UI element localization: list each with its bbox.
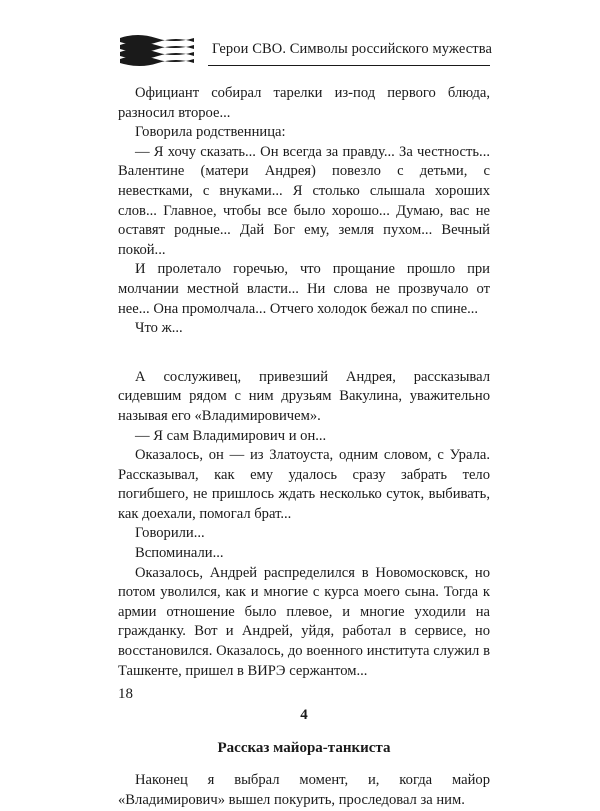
paragraph: Оказалось, Андрей распределился в Новомосковск, но потом уволился, как и многие с курса моего сына. Тогда к армии отношение было плевое, и многие уходили на гражданку. Вот и Андрей, уйдя, работал в сервисе, но восстановился. Оказалось, до военного института служил в Ташкенте, пришел в ВИРЭ сержантом... bbox=[118, 564, 490, 679]
running-header bbox=[118, 30, 493, 70]
paragraph: Что ж... bbox=[135, 320, 183, 337]
section-break bbox=[118, 339, 490, 368]
body-text bbox=[118, 84, 490, 811]
paragraph: Говорила родственница: bbox=[135, 124, 286, 141]
ribbon-logo-icon bbox=[118, 30, 196, 68]
paragraph: — Я сам Владимирович и он... bbox=[135, 427, 327, 444]
paragraph: Говорили... bbox=[135, 525, 205, 542]
page-number: 18 bbox=[118, 686, 133, 702]
paragraph: И пролетало горечью, что прощание прошло при молчании местной власти... Ни слова не прозвучало от нее... Она промолчала... Отчего холодок бежал по спине... bbox=[118, 261, 490, 317]
paragraph: Оказалось, он — из Златоуста, одним словом, с Урала. Рассказывал, как ему удалось сразу забрать тело погибшего, не пришлось ждать несколько суток, выбивать, как доехали, помогал брат... bbox=[118, 447, 490, 522]
paragraph: Наконец я выбрал момент, и, когда майор «Владимирович» вышел покурить, проследовал за ним. bbox=[118, 772, 490, 808]
header-title: Герои СВО. Символы российского мужества bbox=[212, 41, 493, 57]
paragraph: Вспоминали... bbox=[135, 545, 224, 562]
chapter-title: Рассказ майора-танкиста bbox=[217, 739, 391, 756]
header-rule bbox=[208, 65, 490, 66]
paragraph: — Я хочу сказать... Он всегда за правду... За честность... Валентине (матери Андрея) повезло с детьми, с невестками, с внуками... Я столько слышала хороших слов... Главное, чтобы все было хорошо... Думаю, вас не оставят родные... Дай Бог ему, земля пухом... Вечный покой... bbox=[118, 143, 490, 258]
chapter-number: 4 bbox=[300, 707, 308, 724]
paragraph: Официант собирал тарелки из-под первого блюда, разносил второе... bbox=[118, 85, 490, 121]
paragraph: А сослуживец, привезший Андрея, рассказывал сидевшим рядом с ним друзьям Вакулина, уважительно называя его «Владимировичем». bbox=[118, 368, 490, 424]
